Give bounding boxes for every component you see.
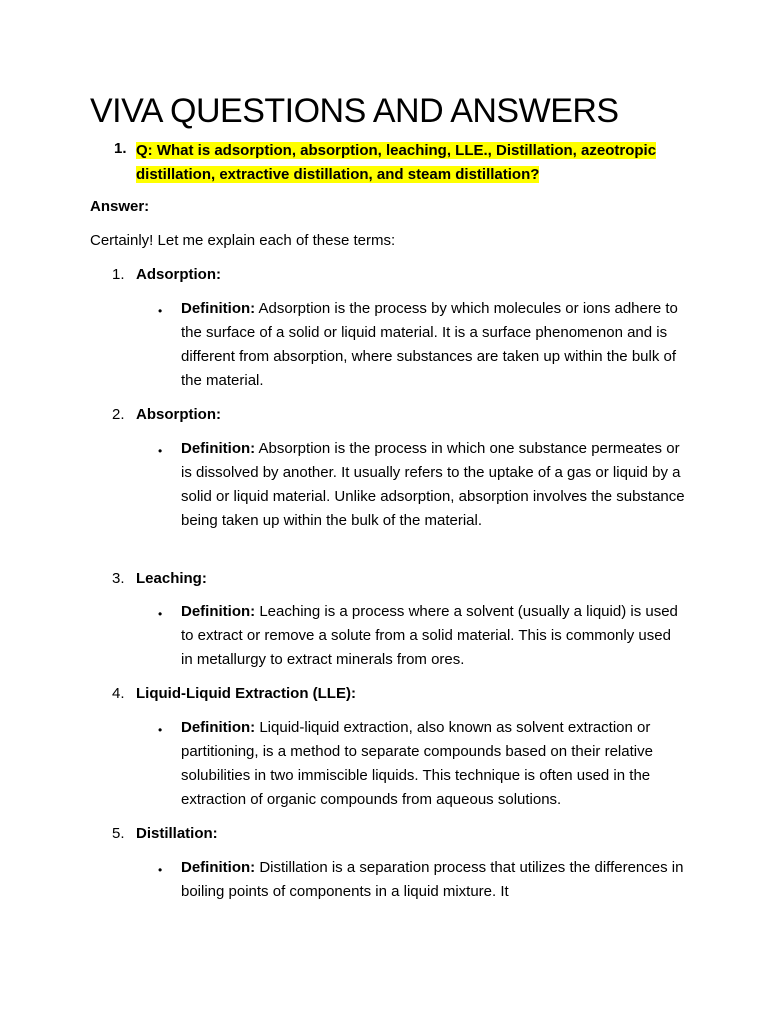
term-label: Adsorption: — [136, 266, 221, 283]
definition-text: Liquid-liquid extraction, also known as solvent extraction or partitioning, is a method to separate compounds based on their relative solubilities in two immiscible liquids. This technique is often used in the extraction of organic compounds from aqueous solutions. — [181, 719, 653, 808]
definition-label: Definition: — [181, 603, 256, 620]
definition-text: Absorption is the process in which one substance permeates or is dissolved by another. It usually refers to the uptake of a gas or liquid by a solid or liquid material. Unlike adsorption, absorption involves the substance being taken up within the bulk of the material. — [181, 440, 685, 529]
highlighted-question: Q: What is adsorption, absorption, leaching, LLE., Distillation, azeotropic distillation, extractive distillation, and steam distillation? — [136, 142, 657, 183]
question-text — [136, 139, 696, 187]
answer-label: Answer: — [90, 198, 150, 215]
term-label: Leaching: — [136, 570, 207, 587]
term-definition — [181, 600, 686, 672]
bullet-icon: • — [158, 863, 163, 877]
definition-label: Definition: — [181, 440, 256, 457]
term-definition — [181, 856, 686, 904]
bullet-icon: • — [158, 444, 163, 458]
term-label: Distillation: — [136, 825, 218, 842]
question-number: 1. — [114, 140, 127, 157]
definition-label: Definition: — [181, 300, 256, 317]
term-number: 4. — [112, 685, 125, 702]
bullet-icon: • — [158, 304, 163, 318]
term-definition — [181, 437, 686, 533]
definition-label: Definition: — [181, 719, 256, 736]
term-label: Absorption: — [136, 406, 221, 423]
definition-text: Distillation is a separation process that utilizes the differences in boiling points of components in a liquid mixture. It — [181, 859, 684, 900]
definition-text: Leaching is a process where a solvent (usually a liquid) is used to extract or remove a solute from a solid material. This is commonly used in metallurgy to extract minerals from ores. — [181, 603, 678, 668]
term-number: 1. — [112, 266, 125, 283]
term-number: 5. — [112, 825, 125, 842]
page-title: VIVA QUESTIONS AND ANSWERS — [90, 92, 619, 130]
term-definition — [181, 716, 686, 812]
definition-text: Adsorption is the process by which molecules or ions adhere to the surface of a solid or liquid material. It is a surface phenomenon and is different from absorption, where substances are taken up within the bulk of the material. — [181, 300, 678, 389]
term-definition — [181, 297, 686, 393]
answer-intro: Certainly! Let me explain each of these terms: — [90, 232, 396, 249]
term-number: 2. — [112, 406, 125, 423]
term-number: 3. — [112, 570, 125, 587]
definition-label: Definition: — [181, 859, 256, 876]
term-label: Liquid-Liquid Extraction (LLE): — [136, 685, 356, 702]
bullet-icon: • — [158, 723, 163, 737]
bullet-icon: • — [158, 607, 163, 621]
